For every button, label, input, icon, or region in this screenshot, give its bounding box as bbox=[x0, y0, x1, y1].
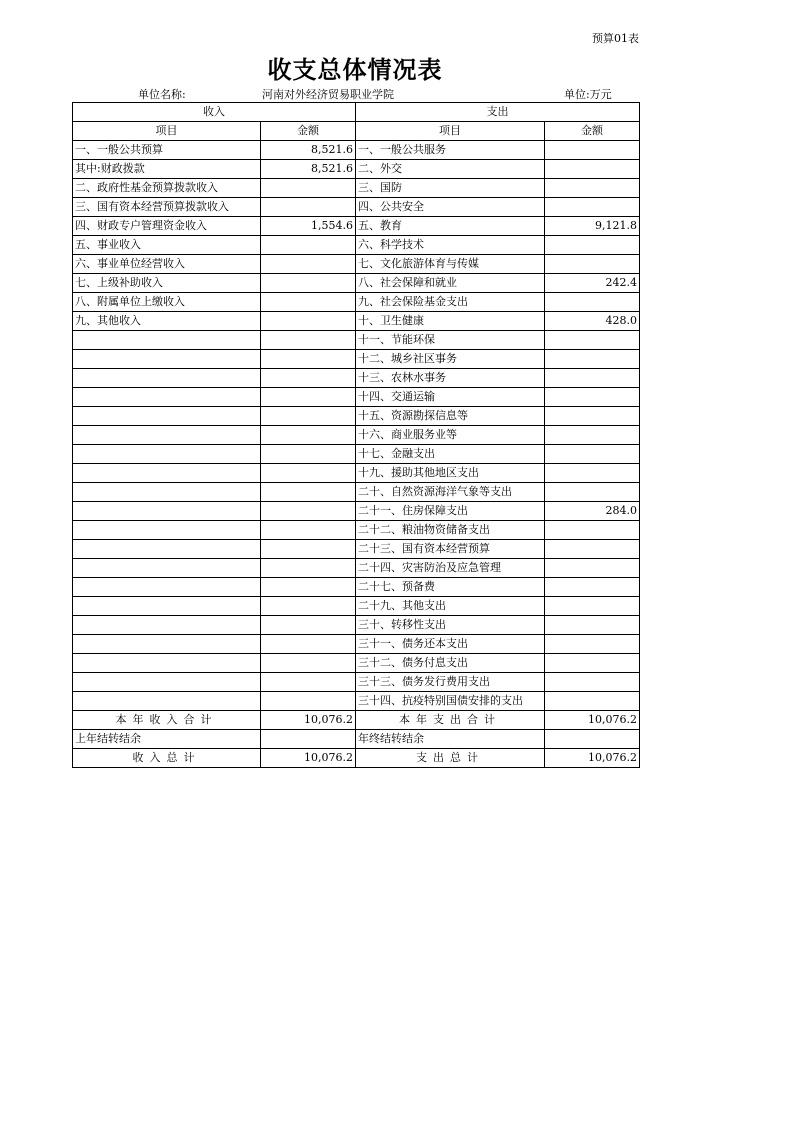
expense-amount-header: 金额 bbox=[545, 122, 640, 141]
table-row bbox=[73, 597, 640, 616]
table-row bbox=[73, 407, 640, 426]
income-item-cell bbox=[73, 521, 261, 540]
expense-item-cell: 二十九、其他支出 bbox=[356, 597, 545, 616]
income-item-cell bbox=[73, 502, 261, 521]
income-item-cell bbox=[73, 578, 261, 597]
expense-item-cell: 十三、农林水事务 bbox=[356, 369, 545, 388]
expense-item-cell: 十、卫生健康 bbox=[356, 312, 545, 331]
budget-table bbox=[72, 102, 640, 768]
income-section-header: 收入 bbox=[73, 103, 356, 122]
expense-item-cell: 二十一、住房保障支出 bbox=[356, 502, 545, 521]
expense-amount-cell bbox=[545, 445, 640, 464]
income-amount-cell bbox=[261, 198, 356, 217]
income-amount-cell bbox=[261, 673, 356, 692]
expense-item-cell: 十七、金融支出 bbox=[356, 445, 545, 464]
table-row bbox=[73, 502, 640, 521]
income-amount-cell bbox=[261, 426, 356, 445]
table-row bbox=[73, 445, 640, 464]
currency-unit: 单位:万元 bbox=[564, 88, 612, 101]
income-amount-cell bbox=[261, 293, 356, 312]
year-income-amount: 10,076.2 bbox=[261, 711, 356, 730]
expense-amount-cell bbox=[545, 578, 640, 597]
expense-item-cell: 十九、援助其他地区支出 bbox=[356, 464, 545, 483]
expense-item-cell: 三十三、债务发行费用支出 bbox=[356, 673, 545, 692]
expense-total-amount: 10,076.2 bbox=[545, 749, 640, 768]
income-item-cell bbox=[73, 616, 261, 635]
income-item-cell bbox=[73, 673, 261, 692]
income-item-cell bbox=[73, 388, 261, 407]
year-income-label: 本年收入合计 bbox=[73, 711, 261, 730]
expense-item-cell: 七、文化旅游体育与传媒 bbox=[356, 255, 545, 274]
income-amount-cell bbox=[261, 502, 356, 521]
income-item-cell: 三、国有资本经营预算拨款收入 bbox=[73, 198, 261, 217]
income-item-cell bbox=[73, 540, 261, 559]
income-item-cell bbox=[73, 692, 261, 711]
table-row bbox=[73, 388, 640, 407]
column-header-row bbox=[73, 122, 640, 141]
expense-amount-cell bbox=[545, 692, 640, 711]
income-amount-cell bbox=[261, 540, 356, 559]
income-amount-cell bbox=[261, 597, 356, 616]
income-item-cell bbox=[73, 445, 261, 464]
expense-amount-cell bbox=[545, 464, 640, 483]
expense-item-cell: 八、社会保障和就业 bbox=[356, 274, 545, 293]
expense-item-cell: 四、公共安全 bbox=[356, 198, 545, 217]
income-amount-cell bbox=[261, 179, 356, 198]
end-balance-amount bbox=[545, 730, 640, 749]
income-amount-cell bbox=[261, 312, 356, 331]
table-row bbox=[73, 255, 640, 274]
expense-amount-cell: 242.4 bbox=[545, 274, 640, 293]
expense-item-cell: 三十、转移性支出 bbox=[356, 616, 545, 635]
income-item-cell bbox=[73, 483, 261, 502]
table-row bbox=[73, 616, 640, 635]
income-item-cell: 四、财政专户管理资金收入 bbox=[73, 217, 261, 236]
income-amount-cell bbox=[261, 654, 356, 673]
expense-amount-cell bbox=[545, 179, 640, 198]
expense-amount-cell bbox=[545, 331, 640, 350]
expense-amount-cell bbox=[545, 673, 640, 692]
unit-name-label: 单位名称: bbox=[138, 88, 186, 101]
income-amount-cell bbox=[261, 350, 356, 369]
expense-amount-cell: 428.0 bbox=[545, 312, 640, 331]
table-row bbox=[73, 160, 640, 179]
expense-item-cell: 九、社会保险基金支出 bbox=[356, 293, 545, 312]
income-total-label: 收入总计 bbox=[73, 749, 261, 768]
income-amount-cell: 8,521.6 bbox=[261, 141, 356, 160]
income-total-amount: 10,076.2 bbox=[261, 749, 356, 768]
table-row bbox=[73, 540, 640, 559]
expense-item-cell: 十二、城乡社区事务 bbox=[356, 350, 545, 369]
income-amount-cell bbox=[261, 236, 356, 255]
expense-amount-cell bbox=[545, 635, 640, 654]
expense-item-cell: 二十三、国有资本经营预算 bbox=[356, 540, 545, 559]
income-amount-cell bbox=[261, 578, 356, 597]
expense-amount-cell: 284.0 bbox=[545, 502, 640, 521]
income-item-cell bbox=[73, 426, 261, 445]
expense-amount-cell bbox=[545, 426, 640, 445]
income-amount-cell bbox=[261, 407, 356, 426]
year-expense-label: 本年支出合计 bbox=[356, 711, 545, 730]
expense-amount-cell bbox=[545, 350, 640, 369]
expense-item-cell: 二、外交 bbox=[356, 160, 545, 179]
income-item-cell bbox=[73, 597, 261, 616]
expense-item-cell: 六、科学技术 bbox=[356, 236, 545, 255]
expense-item-cell: 三、国防 bbox=[356, 179, 545, 198]
expense-amount-cell bbox=[545, 407, 640, 426]
table-row bbox=[73, 673, 640, 692]
table-row bbox=[73, 635, 640, 654]
income-item-cell bbox=[73, 350, 261, 369]
expense-amount-cell bbox=[545, 540, 640, 559]
expense-amount-cell: 9,121.8 bbox=[545, 217, 640, 236]
income-item-header: 项目 bbox=[73, 122, 261, 141]
income-amount-cell bbox=[261, 388, 356, 407]
grand-total-row bbox=[73, 749, 640, 768]
income-item-cell: 六、事业单位经营收入 bbox=[73, 255, 261, 274]
income-amount-cell bbox=[261, 369, 356, 388]
income-item-cell bbox=[73, 635, 261, 654]
income-amount-cell bbox=[261, 255, 356, 274]
income-amount-cell bbox=[261, 483, 356, 502]
income-amount-cell: 8,521.6 bbox=[261, 160, 356, 179]
income-item-cell bbox=[73, 559, 261, 578]
expense-item-header: 项目 bbox=[356, 122, 545, 141]
form-number: 预算01表 bbox=[592, 32, 639, 45]
prev-balance-label: 上年结转结余 bbox=[73, 730, 261, 749]
expense-item-cell: 二十二、粮油物资储备支出 bbox=[356, 521, 545, 540]
table-row bbox=[73, 464, 640, 483]
income-amount-header: 金额 bbox=[261, 122, 356, 141]
expense-amount-cell bbox=[545, 255, 640, 274]
income-item-cell: 一、一般公共预算 bbox=[73, 141, 261, 160]
income-item-cell bbox=[73, 407, 261, 426]
income-item-cell bbox=[73, 369, 261, 388]
expense-item-cell: 二十、自然资源海洋气象等支出 bbox=[356, 483, 545, 502]
table-row bbox=[73, 312, 640, 331]
table-row bbox=[73, 350, 640, 369]
expense-item-cell: 十六、商业服务业等 bbox=[356, 426, 545, 445]
year-expense-amount: 10,076.2 bbox=[545, 711, 640, 730]
income-item-cell: 八、附属单位上缴收入 bbox=[73, 293, 261, 312]
table-row bbox=[73, 217, 640, 236]
income-amount-cell bbox=[261, 616, 356, 635]
expense-section-header: 支出 bbox=[356, 103, 640, 122]
expense-item-cell: 十四、交通运输 bbox=[356, 388, 545, 407]
table-row bbox=[73, 236, 640, 255]
income-amount-cell bbox=[261, 692, 356, 711]
expense-amount-cell bbox=[545, 369, 640, 388]
expense-amount-cell bbox=[545, 597, 640, 616]
expense-item-cell: 十一、节能环保 bbox=[356, 331, 545, 350]
page-title: 收支总体情况表 bbox=[267, 56, 443, 84]
expense-amount-cell bbox=[545, 293, 640, 312]
expense-amount-cell bbox=[545, 141, 640, 160]
table-row bbox=[73, 179, 640, 198]
income-amount-cell bbox=[261, 331, 356, 350]
income-item-cell bbox=[73, 464, 261, 483]
table-row bbox=[73, 293, 640, 312]
income-item-cell: 九、其他收入 bbox=[73, 312, 261, 331]
expense-item-cell: 三十一、债务还本支出 bbox=[356, 635, 545, 654]
expense-amount-cell bbox=[545, 654, 640, 673]
expense-amount-cell bbox=[545, 616, 640, 635]
income-amount-cell: 1,554.6 bbox=[261, 217, 356, 236]
income-amount-cell bbox=[261, 521, 356, 540]
expense-item-cell: 一、一般公共服务 bbox=[356, 141, 545, 160]
income-item-cell bbox=[73, 331, 261, 350]
table-row bbox=[73, 274, 640, 293]
table-row bbox=[73, 426, 640, 445]
expense-amount-cell bbox=[545, 388, 640, 407]
balance-row bbox=[73, 730, 640, 749]
expense-item-cell: 三十四、抗疫特别国债安排的支出 bbox=[356, 692, 545, 711]
income-item-cell: 二、政府性基金预算拨款收入 bbox=[73, 179, 261, 198]
income-item-cell: 五、事业收入 bbox=[73, 236, 261, 255]
table-row bbox=[73, 692, 640, 711]
expense-item-cell: 五、教育 bbox=[356, 217, 545, 236]
unit-name: 河南对外经济贸易职业学院 bbox=[262, 88, 394, 101]
expense-item-cell: 十五、资源勘探信息等 bbox=[356, 407, 545, 426]
table-row bbox=[73, 483, 640, 502]
income-amount-cell bbox=[261, 445, 356, 464]
table-row bbox=[73, 369, 640, 388]
expense-amount-cell bbox=[545, 559, 640, 578]
expense-amount-cell bbox=[545, 483, 640, 502]
expense-amount-cell bbox=[545, 160, 640, 179]
expense-amount-cell bbox=[545, 521, 640, 540]
section-header-row bbox=[73, 103, 640, 122]
table-row bbox=[73, 331, 640, 350]
income-item-cell bbox=[73, 654, 261, 673]
expense-item-cell: 三十二、债务付息支出 bbox=[356, 654, 545, 673]
table-row bbox=[73, 141, 640, 160]
table-row bbox=[73, 521, 640, 540]
expense-item-cell: 二十七、预备费 bbox=[356, 578, 545, 597]
income-item-cell: 其中:财政拨款 bbox=[73, 160, 261, 179]
income-amount-cell bbox=[261, 635, 356, 654]
expense-total-label: 支出总计 bbox=[356, 749, 545, 768]
income-item-cell: 七、上级补助收入 bbox=[73, 274, 261, 293]
table-row bbox=[73, 198, 640, 217]
expense-amount-cell bbox=[545, 198, 640, 217]
prev-balance-amount bbox=[261, 730, 356, 749]
expense-item-cell: 二十四、灾害防治及应急管理 bbox=[356, 559, 545, 578]
table-row bbox=[73, 578, 640, 597]
end-balance-label: 年终结转结余 bbox=[356, 730, 545, 749]
table-row bbox=[73, 559, 640, 578]
year-total-row bbox=[73, 711, 640, 730]
income-amount-cell bbox=[261, 274, 356, 293]
income-amount-cell bbox=[261, 464, 356, 483]
income-amount-cell bbox=[261, 559, 356, 578]
expense-amount-cell bbox=[545, 236, 640, 255]
table-row bbox=[73, 654, 640, 673]
